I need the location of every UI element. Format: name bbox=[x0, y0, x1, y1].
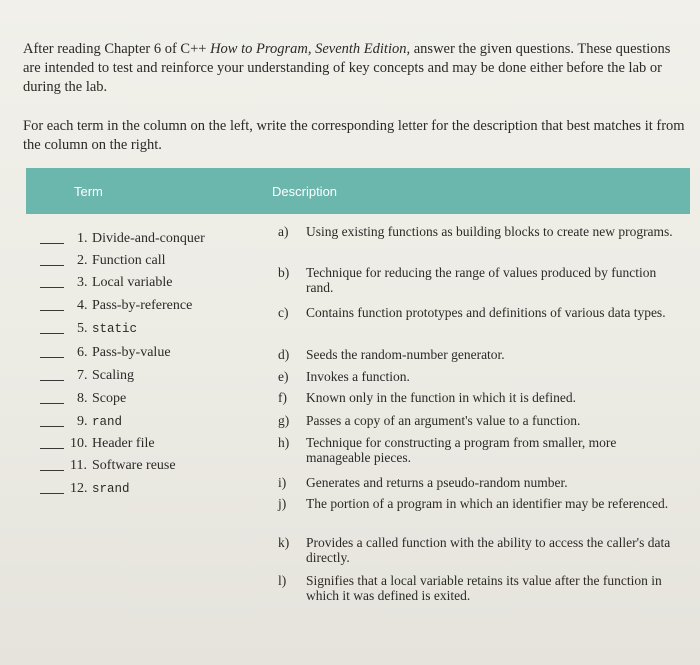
answer-blank[interactable] bbox=[40, 493, 64, 494]
description-row bbox=[278, 347, 682, 362]
term-number: 5. bbox=[77, 321, 88, 336]
answer-blank[interactable] bbox=[40, 265, 64, 266]
answer-blank[interactable] bbox=[40, 357, 64, 358]
term-number: 8. bbox=[77, 391, 88, 406]
description-row bbox=[278, 475, 682, 490]
description-text: The portion of a program in which an identifier may be referenced. bbox=[306, 496, 669, 511]
description-text: Technique for constructing a program from smaller, more manageable pieces. bbox=[306, 435, 617, 465]
answer-blank[interactable] bbox=[40, 380, 64, 381]
instructions-paragraph: For each term in the column on the left, write the corresponding letter for the description that best matches it from the column on the right. bbox=[23, 118, 685, 153]
description-row bbox=[278, 224, 682, 239]
description-letter: b) bbox=[278, 265, 290, 280]
term-label: Pass-by-value bbox=[92, 345, 171, 360]
description-letter: e) bbox=[278, 369, 289, 384]
description-letter: g) bbox=[278, 413, 290, 428]
term-label: static bbox=[92, 322, 138, 336]
description-letter: h) bbox=[278, 435, 290, 450]
term-label: Function call bbox=[92, 253, 166, 268]
description-text: Seeds the random-number generator. bbox=[306, 347, 505, 362]
description-letter: i) bbox=[278, 475, 287, 490]
term-label: Scaling bbox=[92, 368, 134, 383]
description-letter: j) bbox=[278, 496, 287, 511]
answer-blank[interactable] bbox=[40, 448, 64, 449]
term-label: Scope bbox=[92, 391, 127, 406]
term-number: 11. bbox=[70, 458, 87, 473]
description-letter: l) bbox=[278, 573, 287, 588]
term-number: 1. bbox=[77, 231, 88, 246]
answer-blank[interactable] bbox=[40, 403, 64, 404]
term-label: srand bbox=[92, 482, 130, 496]
term-number: 4. bbox=[77, 298, 88, 313]
term-label: Pass-by-reference bbox=[92, 298, 193, 313]
table-header bbox=[26, 168, 690, 214]
term-label: Header file bbox=[92, 436, 155, 451]
answer-blank[interactable] bbox=[40, 243, 64, 244]
description-text: Contains function prototypes and definitions of various data types. bbox=[306, 305, 666, 320]
answer-blank[interactable] bbox=[40, 333, 64, 334]
term-label: Software reuse bbox=[92, 458, 176, 473]
answer-blank[interactable] bbox=[40, 287, 64, 288]
answer-blank[interactable] bbox=[40, 470, 64, 471]
term-label: Local variable bbox=[92, 275, 173, 290]
description-letter: k) bbox=[278, 535, 290, 550]
description-text: Technique for reducing the range of values produced by function rand. bbox=[306, 265, 657, 295]
description-row bbox=[278, 496, 682, 511]
intro-rest: answer the given questions. These questions are intended to test and reinforce your understanding of key concepts and may be done either before the lab or during the lab. bbox=[23, 41, 671, 95]
description-text: Signifies that a local variable retains its value after the function in which it was defined is exited. bbox=[306, 573, 662, 603]
description-text: Provides a called function with the ability to access the caller's data directly. bbox=[306, 535, 671, 565]
answer-blank[interactable] bbox=[40, 310, 64, 311]
term-number: 7. bbox=[77, 368, 88, 383]
term-number: 6. bbox=[77, 345, 88, 360]
description-row bbox=[278, 413, 682, 428]
description-row bbox=[278, 535, 682, 565]
description-letter: d) bbox=[278, 347, 290, 362]
description-column-header: Description bbox=[272, 184, 338, 199]
term-number: 2. bbox=[77, 253, 88, 268]
term-column-header: Term bbox=[74, 184, 103, 199]
description-letter: f) bbox=[278, 390, 287, 405]
description-row bbox=[278, 369, 682, 384]
term-number: 12. bbox=[70, 481, 88, 496]
description-row bbox=[278, 435, 682, 465]
intro-paragraph bbox=[23, 40, 691, 97]
term-number: 3. bbox=[77, 275, 88, 290]
description-row bbox=[278, 265, 682, 295]
description-letter: a) bbox=[278, 224, 289, 239]
answer-blank[interactable] bbox=[40, 426, 64, 427]
term-number: 10. bbox=[70, 436, 88, 451]
term-label: Divide-and-conquer bbox=[92, 231, 205, 246]
description-text: Using existing functions as building blocks to create new programs. bbox=[306, 224, 673, 239]
description-row bbox=[278, 390, 682, 405]
term-number: 9. bbox=[77, 414, 88, 429]
description-text: Passes a copy of an argument's value to a function. bbox=[306, 413, 581, 428]
intro-book-title: How to Program, Seventh Edition, bbox=[210, 41, 411, 57]
term-label: rand bbox=[92, 415, 123, 429]
description-letter: c) bbox=[278, 305, 289, 320]
description-row bbox=[278, 305, 682, 320]
description-text: Generates and returns a pseudo-random number. bbox=[306, 475, 568, 490]
description-text: Known only in the function in which it is defined. bbox=[306, 390, 576, 405]
description-row bbox=[278, 573, 682, 603]
intro-lead: After reading Chapter 6 of C++ bbox=[23, 41, 211, 57]
description-text: Invokes a function. bbox=[306, 369, 410, 384]
